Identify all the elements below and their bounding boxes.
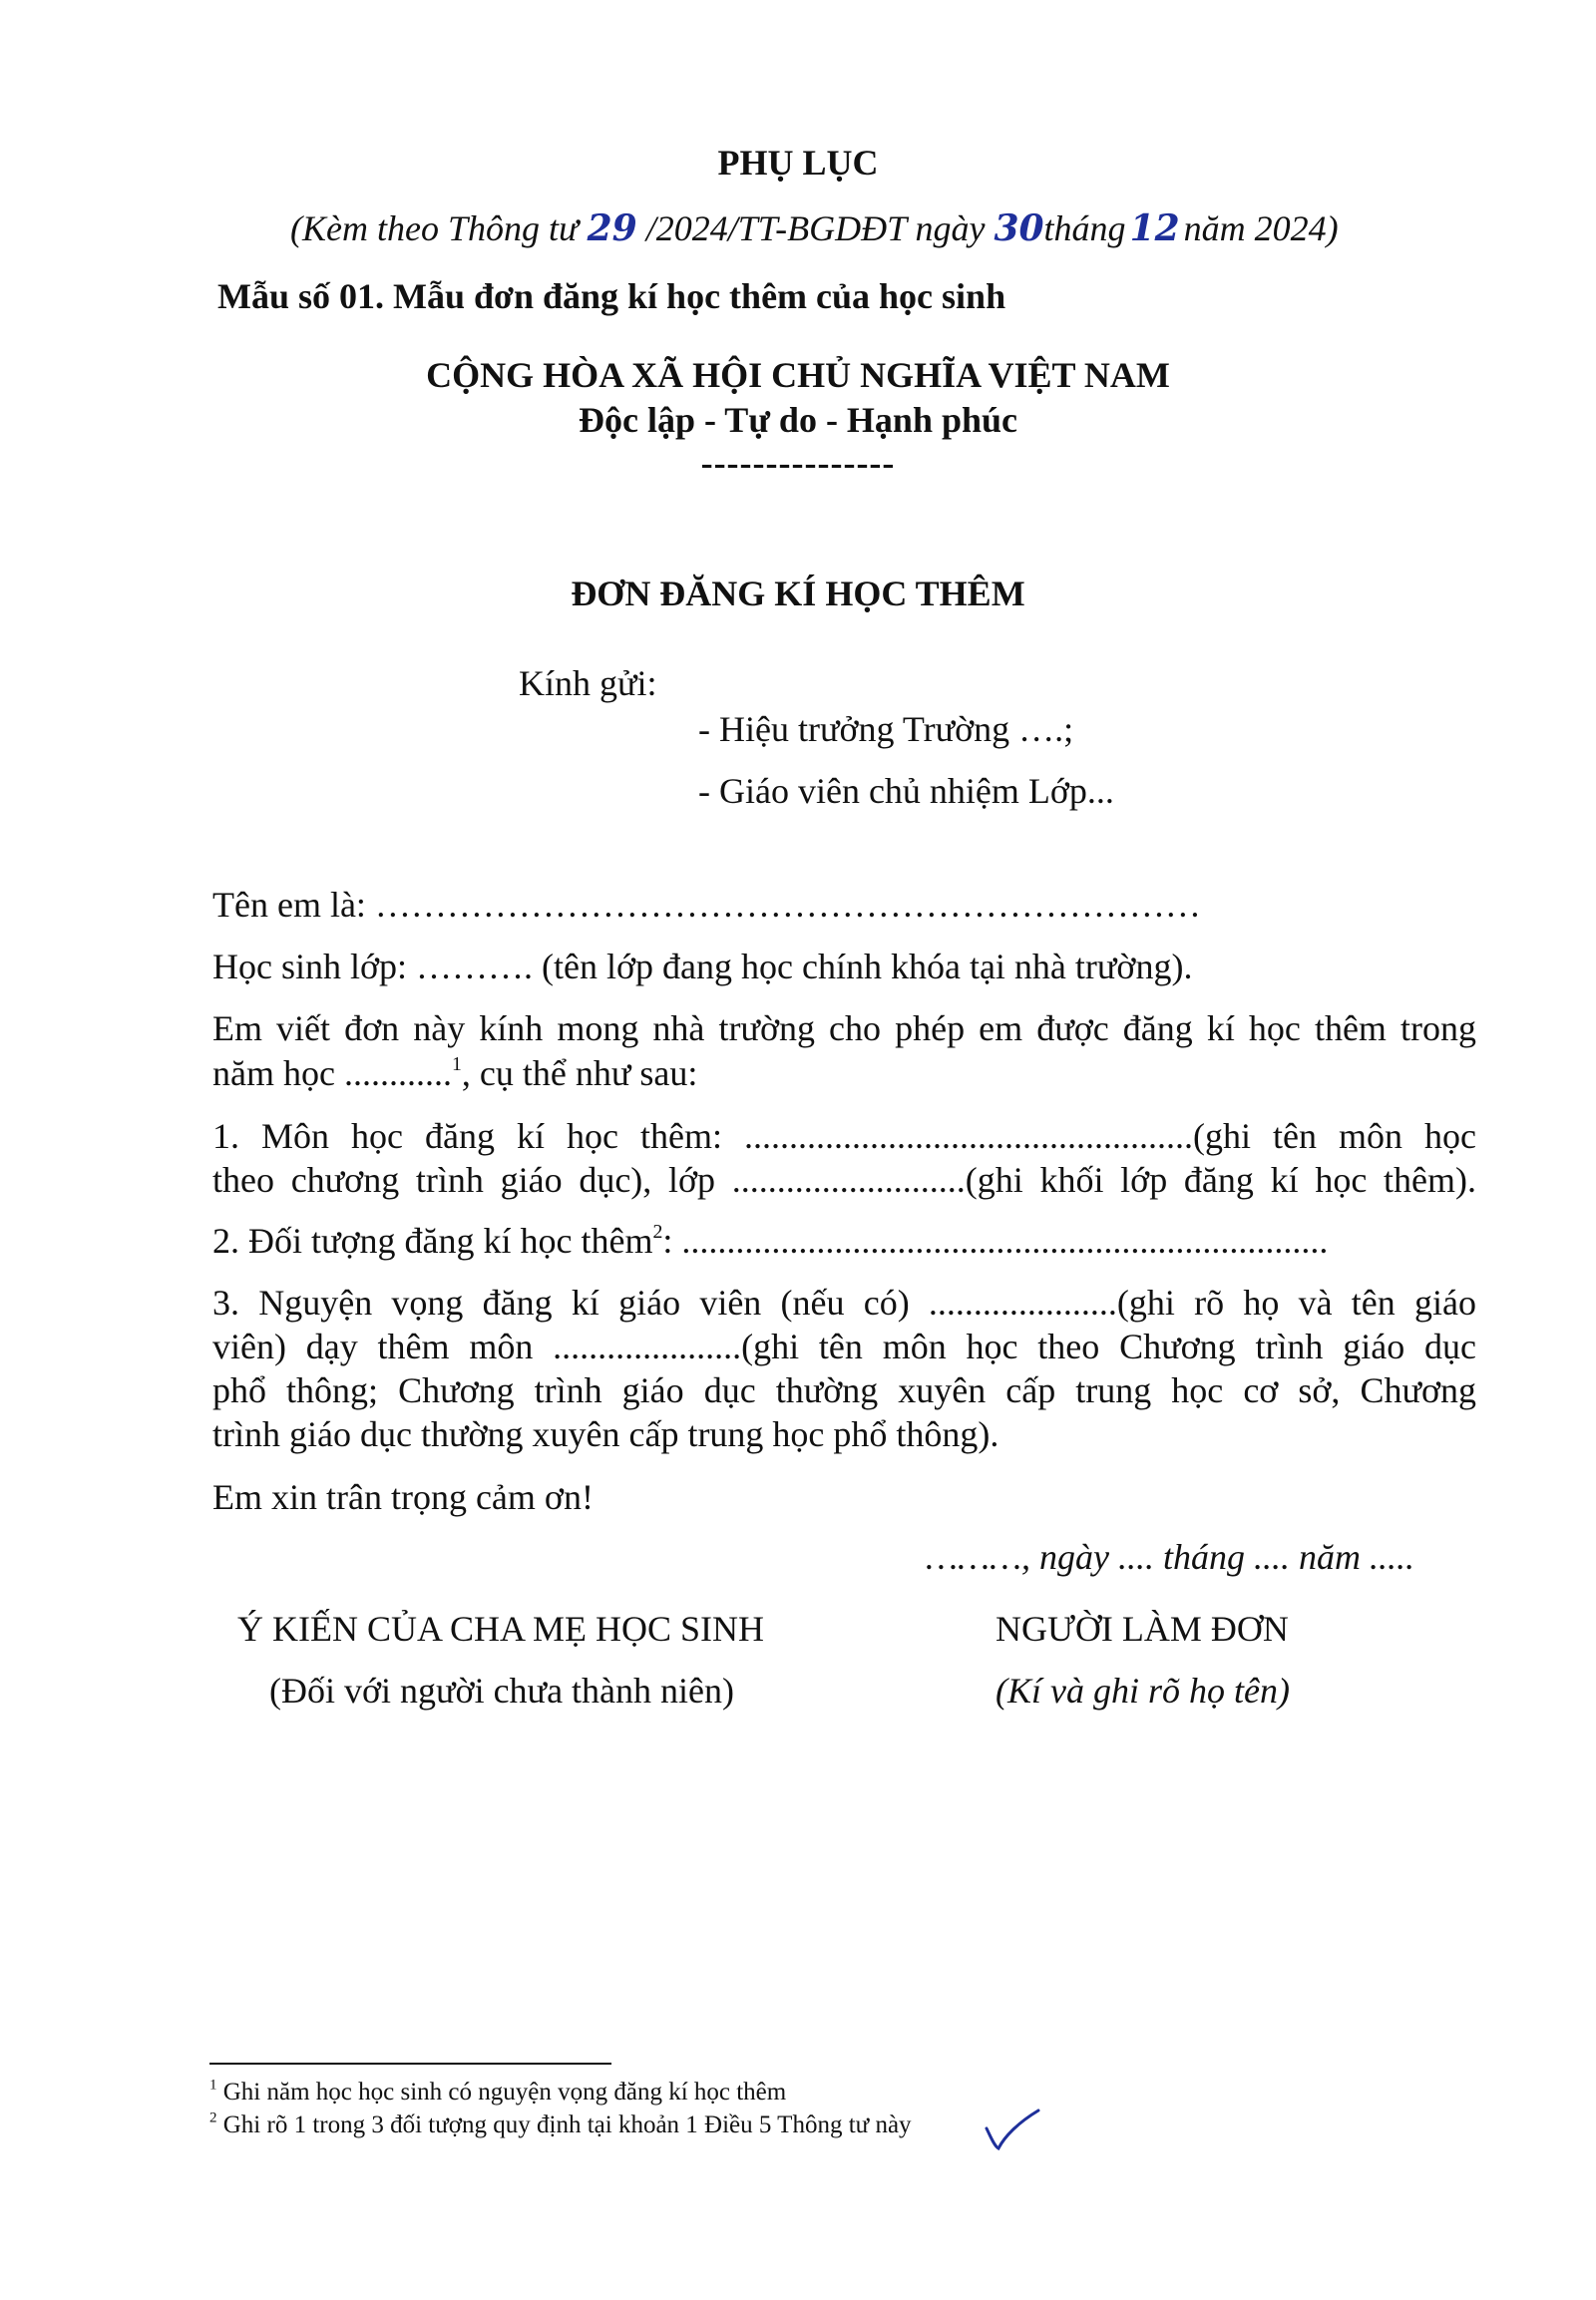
footnote-2 (209, 2111, 912, 2139)
footnote-2-mark: 2 (209, 2109, 217, 2126)
date-line: ………, ngày .... tháng .... năm ..... (926, 1537, 1415, 1577)
reference-year: năm 2024) (1183, 208, 1339, 248)
item-2 (212, 1220, 1328, 1262)
header-divider: --------------- (700, 443, 896, 483)
applicant-title: NGƯỜI LÀM ĐƠN (996, 1609, 1289, 1649)
appendix-reference (290, 207, 1339, 249)
handwritten-initial-mark (983, 2103, 1042, 2154)
item-3-line-2: viên) dạy thêm môn .....................(ghi tên môn học theo Chương trình giáo dục (212, 1327, 1476, 1366)
item-1-line-2: theo chương trình giáo dục), lớp ..........................(ghi khối lớp đăng kí học thêm). (212, 1160, 1476, 1200)
thanks-line: Em xin trân trọng cảm ơn! (212, 1477, 594, 1517)
request-line-2 (212, 1052, 697, 1094)
appendix-title: PHỤ LỤC (717, 143, 879, 183)
form-label: Mẫu số 01. Mẫu đơn đăng kí học thêm của học sinh (217, 276, 1006, 316)
footnote-1 (209, 2079, 786, 2107)
handwritten-circular-number: 29 (587, 207, 637, 249)
request-line-1: Em viết đơn này kính mong nhà trường cho phép em được đăng kí học thêm trong (212, 1008, 1476, 1048)
footnote-1-text: Ghi năm học học sinh có nguyện vọng đăng kí học thêm (222, 2079, 787, 2106)
student-name-line: Tên em là: …………………………………………………………… (212, 885, 1201, 925)
item-2-dots: : ........................................................................ (662, 1221, 1329, 1261)
applicant-note: (Kí và ghi rõ họ tên) (996, 1671, 1290, 1711)
handwritten-month: 12 (1129, 207, 1180, 249)
footnote-2-text: Ghi rõ 1 trong 3 đối tượng quy định tại khoản 1 Điều 5 Thông tư này (222, 2111, 912, 2138)
form-title: ĐƠN ĐĂNG KÍ HỌC THÊM (571, 574, 1025, 613)
country-name: CỘNG HÒA XÃ HỘI CHỦ NGHĨA VIỆT NAM (426, 355, 1170, 395)
footnote-1-mark: 1 (209, 2077, 217, 2094)
reference-prefix: (Kèm theo Thông tư (290, 208, 588, 248)
handwritten-day: 30 (994, 207, 1044, 249)
national-motto: Độc lập - Tự do - Hạnh phúc (578, 400, 1018, 440)
item-3-line-3: phổ thông; Chương trình giáo dục thường xuyên cấp trung học cơ sở, Chương (212, 1370, 1476, 1410)
addressee-label: Kính gửi: (519, 663, 657, 703)
addressee-principal: - Hiệu trưởng Trường ….; (698, 709, 1074, 749)
item-3-line-4: trình giáo dục thường xuyên cấp trung học phổ thông). (212, 1414, 999, 1454)
footnote-ref-1: 1 (451, 1053, 462, 1076)
request-line-2-end: , cụ thể như sau: (461, 1053, 698, 1093)
item-3-line-1: 3. Nguyện vọng đăng kí giáo viên (nếu có) .....................(ghi rõ họ và tên giáo (212, 1283, 1476, 1323)
item-2-label: 2. Đối tượng đăng kí học thêm (212, 1221, 653, 1261)
addressee-teacher: - Giáo viên chủ nhiệm Lớp... (698, 771, 1114, 811)
reference-middle: /2024/TT-BGDĐT ngày (636, 208, 995, 248)
parent-opinion-note: (Đối với người chưa thành niên) (269, 1671, 734, 1711)
item-1-line-1: 1. Môn học đăng kí học thêm: ..................................................(ghi tên môn học (212, 1116, 1476, 1156)
footnote-ref-2: 2 (652, 1221, 663, 1244)
request-school-year: năm học ............ (212, 1053, 452, 1093)
reference-month-label: tháng (1043, 208, 1126, 248)
footnote-separator (209, 2063, 611, 2065)
parent-opinion-title: Ý KIẾN CỦA CHA MẸ HỌC SINH (237, 1609, 765, 1649)
student-class-line: Học sinh lớp: ………. (tên lớp đang học chính khóa tại nhà trường). (212, 947, 1193, 986)
